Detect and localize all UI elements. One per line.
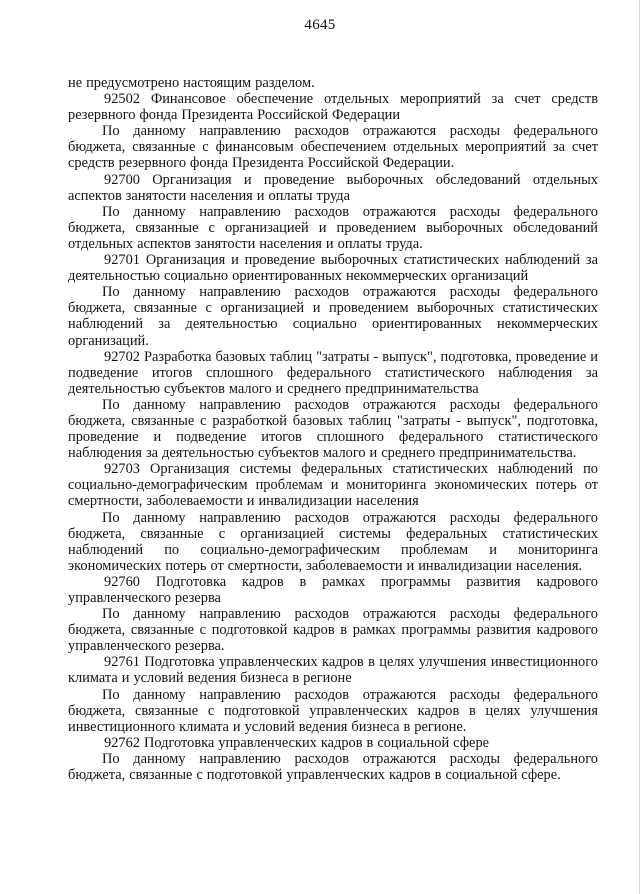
section-description-92703: По данному направлению расходов отражаются расходы федерального бюджета, связанные с организацией системы федеральных статистических наблюдений по социально-демографическим проблемам и мониторинга экономических потерь от смертности, заболеваемости и инвалидизации населения. (68, 509, 598, 574)
section-heading-92760: 92760 Подготовка кадров в рамках программы развития кадрового управленческого резерва (68, 573, 598, 606)
document-body (68, 75, 598, 783)
section-description-92701: По данному направлению расходов отражаются расходы федерального бюджета, связанные с организацией и проведением выборочных статистических наблюдений за деятельностью социально ориентированных некоммерческих организаций. (68, 284, 598, 349)
section-heading-92702: 92702 Разработка базовых таблиц "затраты - выпуск", подготовка, проведение и подведение итогов сплошного федерального статистического наблюдения за деятельностью субъектов малого и среднего предпринимательства (68, 348, 598, 397)
section-description-92760: По данному направлению расходов отражаются расходы федерального бюджета, связанные с подготовкой кадров в рамках программы развития кадрового управленческого резерва. (68, 606, 598, 655)
section-description-92700: По данному направлению расходов отражаются расходы федерального бюджета, связанные с организацией и проведением выборочных обследований отдельных аспектов занятости населения и оплаты труда. (68, 203, 598, 252)
section-heading-92761: 92761 Подготовка управленческих кадров в целях улучшения инвестиционного климата и условий ведения бизнеса в регионе (68, 654, 598, 687)
section-heading-92703: 92703 Организация системы федеральных статистических наблюдений по социально-демографическим проблемам и мониторинга экономических потерь от смертности, заболеваемости и инвалидизации населения (68, 461, 598, 510)
paragraph-continuation: не предусмотрено настоящим разделом. (68, 75, 315, 91)
section-description-92702: По данному направлению расходов отражаются расходы федерального бюджета, связанные с разработкой базовых таблиц "затраты - выпуск", подготовка, проведение и подведение итогов сплошного федерального статистического наблюдения за деятельностью субъектов малого и среднего предпринимательства. (68, 396, 598, 462)
page-number: 4645 (304, 17, 336, 33)
section-heading-92502: 92502 Финансовое обеспечение отдельных мероприятий за счет средств резервного фонда Президента Российской Федерации (68, 91, 598, 124)
section-description-92502: По данному направлению расходов отражаются расходы федерального бюджета, связанные с финансовым обеспечением отдельных мероприятий за счет средств резервного фонда Президента Российской Федерации. (68, 123, 598, 172)
section-description-92761: По данному направлению расходов отражаются расходы федерального бюджета, связанные с подготовкой управленческих кадров в целях улучшения инвестиционного климата и условий ведения бизнеса в регионе. (68, 686, 598, 735)
section-description-92762: По данному направлению расходов отражаются расходы федерального бюджета, связанные с подготовкой управленческих кадров в социальной сфере. (68, 750, 598, 784)
section-heading-92701: 92701 Организация и проведение выборочных статистических наблюдений за деятельностью социально ориентированных некоммерческих организаций (68, 252, 598, 285)
section-heading-92762: 92762 Подготовка управленческих кадров в социальной сфере (104, 734, 490, 751)
section-heading-92700: 92700 Организация и проведение выборочных обследований отдельных аспектов занятости населения и оплаты труда (68, 171, 598, 204)
